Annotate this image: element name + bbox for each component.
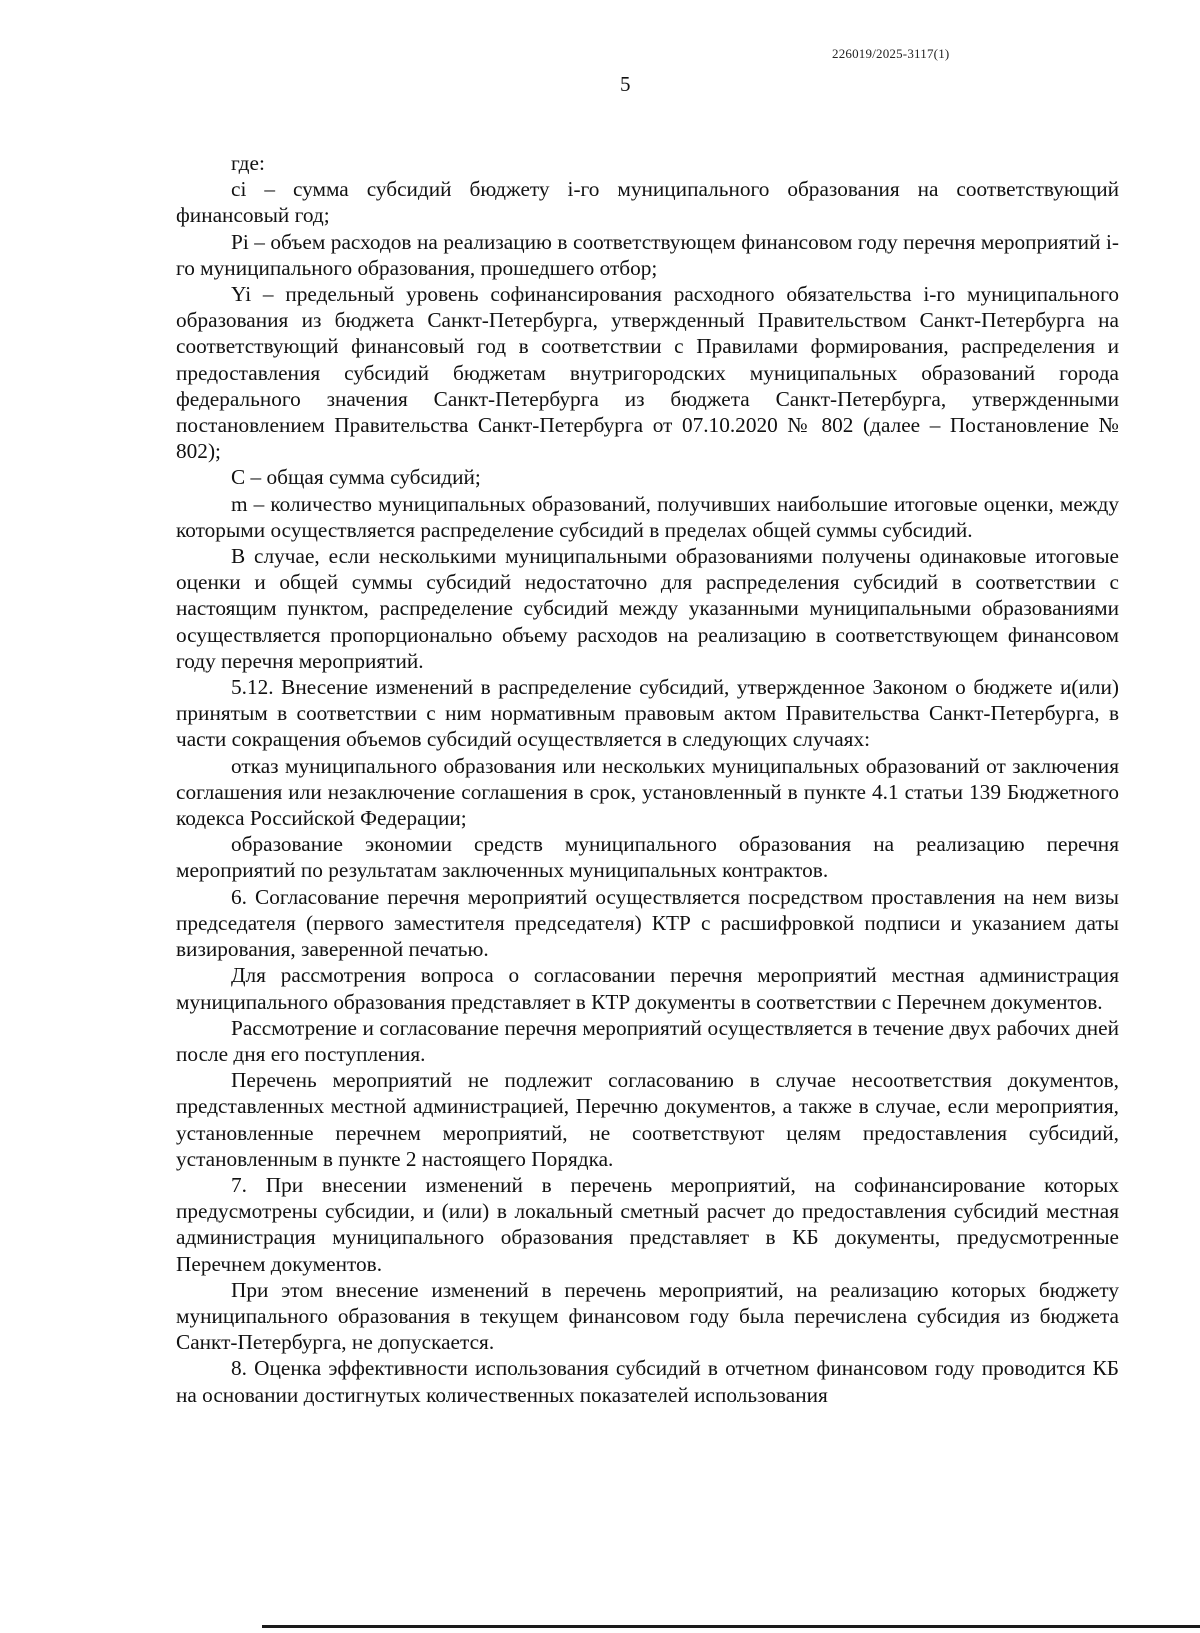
scan-bottom-edge-line <box>262 1625 1200 1628</box>
paragraph-equal-scores: В случае, если несколькими муниципальными образованиями получены одинаковые итоговые оценки и общей суммы субсидий недостаточно для распределения субсидий в соответствии с настоящим пунктом, распределение субсидий между указанными муниципальными образованиями осуществляется пропорционально объему расходов на реализацию в соответствующем финансовом году перечня мероприятий. <box>176 544 1119 673</box>
paragraph-m-definition: m – количество муниципальных образований, получивших наибольшие итоговые оценки, между которыми осуществляется распределение субсидий в пределах общей суммы субсидий. <box>176 491 1119 542</box>
paragraph-6: 6. Согласование перечня мероприятий осуществляется посредством проставления на нем визы председателя (первого заместителя председателя) КТР с расшифровкой подписи и указанием даты визирования, заверенной печатью. <box>176 884 1119 962</box>
paragraph-ci-definition: ci – сумма субсидий бюджету i-го муниципального образования на соответствующий финансовый год; <box>176 177 1119 228</box>
paragraph-savings-case: образование экономии средств муниципального образования на реализацию перечня мероприятий по результатам заключенных муниципальных контрактов. <box>176 832 1119 883</box>
paragraph-5-12: 5.12. Внесение изменений в распределение субсидий, утвержденное Законом о бюджете и(или) принятым в соответствии с ним нормативным правовым актом Правительства Санкт-Петербурга, в части сокращения объемов субсидий осуществляется в следующих случаях: <box>176 675 1119 752</box>
paragraph-pi-definition: Pi – объем расходов на реализацию в соответствующем финансовом году перечня мероприятий i-го муниципального образования, прошедшего отбор; <box>176 229 1119 280</box>
paragraph-6-rejection: Перечень мероприятий не подлежит согласованию в случае несоответствия документов, представленных местной администрацией, Перечню документов, а также в случае, если мероприятия, установленные перечнем мероприятий, не соответствуют целям предоставления субсидий, установленным в пункте 2 настоящего Порядка. <box>176 1068 1119 1171</box>
paragraph-7-restriction: При этом внесение изменений в перечень мероприятий, на реализацию которых бюджету муниципального образования в текущем финансовом году была перечислена субсидия из бюджета Санкт-Петербурга, не допускается. <box>176 1277 1119 1355</box>
paragraph-where: где: <box>231 151 265 175</box>
paragraph-6-review-period: Рассмотрение и согласование перечня мероприятий осуществляется в течение двух рабочих дней после дня его поступления. <box>176 1015 1119 1066</box>
paragraph-yi-definition: Yi – предельный уровень софинансирования расходного обязательства i-го муниципального образования из бюджета Санкт-Петербурга, утвержденный Правительством Санкт-Петербурга на соответствующий финансовый год в соответствии с Правилами формирования, распределения и предоставления субсидий бюджетам внутригородских муниципальных образований города федерального значения Санкт-Петербурга из бюджета Санкт-Петербурга, утвержденными постановлением Правительства Санкт-Петербурга от 07.10.2020 № 802 (далее – Постановление № 802); <box>176 282 1119 464</box>
page-number: 5 <box>620 72 631 96</box>
paragraph-refusal-case: отказ муниципального образования или нескольких муниципальных образований от заключения соглашения или незаключение соглашения в срок, установленный в пункте 4.1 статьи 139 Бюджетного кодекса Российской Федерации; <box>176 753 1119 831</box>
paragraph-c-definition: С – общая сумма субсидий; <box>231 465 481 490</box>
document-body <box>176 150 1119 1408</box>
paragraph-6-documents: Для рассмотрения вопроса о согласовании перечня мероприятий местная администрация муниципального образования представляет в КТР документы в соответствии с Перечнем документов. <box>176 963 1119 1014</box>
paragraph-7: 7. При внесении изменений в перечень мероприятий, на софинансирование которых предусмотрены субсидии, и (или) в локальный сметный расчет до предоставления субсидий местная администрация муниципального образования представляет в КБ документы, предусмотренные Перечнем документов. <box>176 1172 1119 1276</box>
paragraph-8: 8. Оценка эффективности использования субсидий в отчетном финансовом году проводится КБ на основании достигнутых количественных показателей использования <box>176 1356 1119 1407</box>
document-id: 226019/2025-3117(1) <box>832 46 950 61</box>
